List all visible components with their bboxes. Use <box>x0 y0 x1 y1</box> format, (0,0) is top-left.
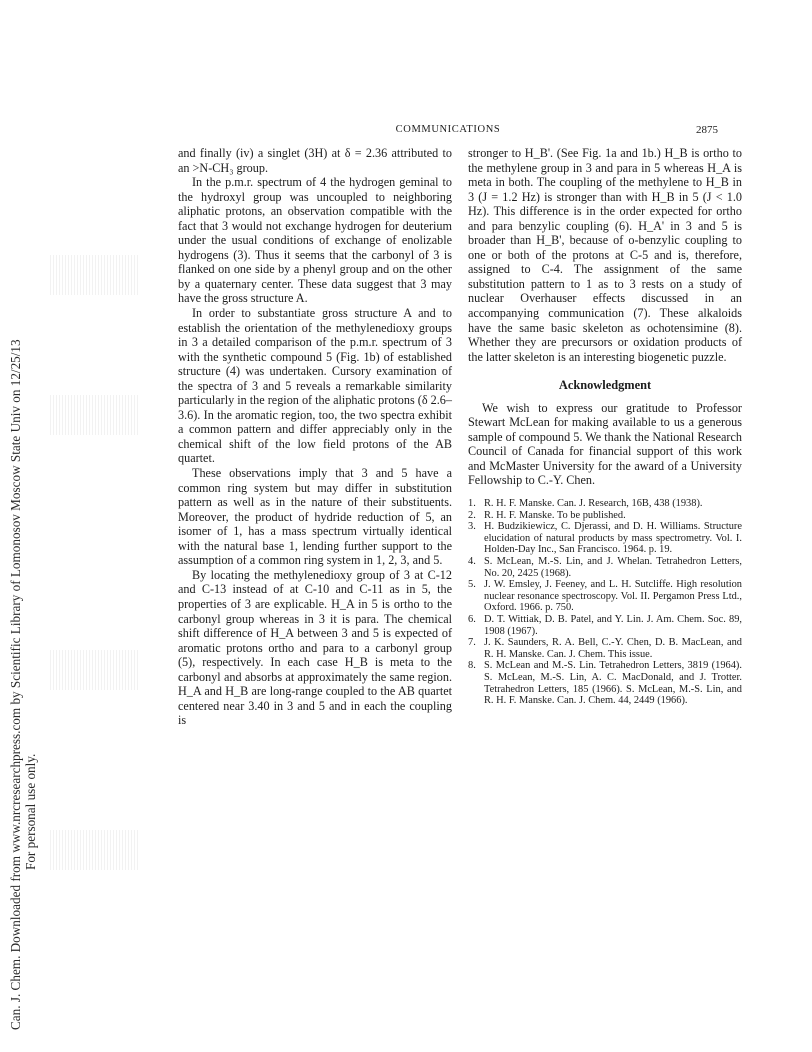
reference-text: D. T. Wittiak, D. B. Patel, and Y. Lin. J. Am. Chem. Soc. 89, 1908 (1967). <box>484 613 742 637</box>
paragraph: stronger to H_B'. (See Fig. 1a and 1b.) H_B is ortho to the methylene group in 3 and para in 5 whereas H_A is meta in both. The coupling of the methylene to H_B in 3 (J = 1.2 Hz) is stronger than with H_B in 5 (J < 1.0 Hz). This difference is in the order expected for ortho and para benzylic coupling (6). H_A' in 3 and 5 is broader than H_B', because of o-benzylic coupling to one or both of the protons at C-5 and is, therefore, assigned to C-4. The assignment of the same substitution pattern to 1 as to 3 rests on a study of nuclear Overhauser effects discussed in an accompanying communication (7). These alkaloids have the same basic skeleton as ochotensimine (8). Whether they are precursors or oxidation products of the latter skeleton is an interesting biogenetic puzzle. <box>468 146 742 364</box>
scan-noise <box>50 395 140 435</box>
reference-item <box>468 498 742 510</box>
reference-item <box>468 660 742 706</box>
reference-item <box>468 579 742 614</box>
watermark-usage: For personal use only. <box>23 753 38 870</box>
paragraph: In the p.m.r. spectrum of 4 the hydrogen geminal to the hydroxyl group was uncoupled to neighboring aliphatic protons, an observation compatible with the fact that 3 would not exchange hydrogen for deuterium under the usual conditions of exchange of enolizable hydrogens (3). Thus it seems that the carbonyl of 3 is flanked on one side by a phenyl group and on the other by a quaternary center. These data suggest that 3 may have the gross structure A. <box>178 175 452 306</box>
acknowledgment-heading: Acknowledgment <box>558 378 652 393</box>
reference-item <box>468 510 742 522</box>
section-title: COMMUNICATIONS <box>395 124 501 135</box>
reference-number: 6. <box>468 613 476 625</box>
scan-noise <box>50 255 140 295</box>
reference-text: J. K. Saunders, R. A. Bell, C.-Y. Chen, D. B. MacLean, and R. H. Manske. Can. J. Chem. This issue. <box>484 637 742 660</box>
reference-item <box>468 556 742 579</box>
reference-number: 1. <box>468 498 476 510</box>
reference-text: S. McLean, M.-S. Lin, and J. Whelan. Tetrahedron Letters, No. 20, 2425 (1968). <box>484 556 742 579</box>
reference-number: 4. <box>468 556 476 567</box>
reference-number: 2. <box>468 509 476 521</box>
reference-text: S. McLean and M.-S. Lin. Tetrahedron Letters, 3819 (1964). S. McLean, M.-S. Lin, A. C. MacDonald, and J. Trotter. Tetrahedron Letters, 185 (1966). S. McLean, M.-S. Lin, and R. H. F. Manske. Can. J. Chem. 44, 2449 (1966). <box>484 660 742 707</box>
reference-item <box>468 521 742 556</box>
watermark-source: Can. J. Chem. Downloaded from www.nrcresearchpress.com by Scientific Library of Lomonosov Moscow State Univ on 12/25/13 <box>8 339 23 1030</box>
page-number: 2875 <box>696 124 718 136</box>
running-header <box>178 124 718 140</box>
reference-text: H. Budzikiewicz, C. Djerassi, and D. H. Williams. Structure elucidation of natural products by mass spectrometry. Vol. I. Holden-Day Inc., San Francisco. 1964. p. 19. <box>484 521 742 556</box>
paragraph: and finally (iv) a singlet (3H) at δ = 2.36 attributed to an >N-CH₃ group. <box>178 146 452 175</box>
paragraph: These observations imply that 3 and 5 have a common ring system but may differ in substitution pattern as well as in the nature of their substituents. Moreover, the product of hydride reduction of 5, an isomer of 1, has a mass spectrum virtually identical with the natural base 1, lending further support to the assumption of a common ring system in 1, 2, 3, and 5. <box>178 466 452 568</box>
paragraph: By locating the methylenedioxy group of 3 at C-12 and C-13 instead of at C-10 and C-11 as in 5, the properties of 3 are explicable. H_A in 5 is ortho to the carbonyl group whereas in 3 it is para. The chemical shift difference of H_A between 3 and 5 is expected of aromatic protons ortho and para to a carbonyl group (5), respectively. In each case H_B is meta to the carbonyl and absorbs at approximately the same region. H_A and H_B are long-range coupled to the AB quartet centered near 3.40 in 3 and 5 and in each the coupling is <box>178 567 452 728</box>
paragraph: In order to substantiate gross structure A and to establish the orientation of the methylenedioxy groups in 3 a detailed comparison of the p.m.r. spectrum of 3 with the synthetic compound 5 (Fig. 1b) of established structure (4) was undertaken. Cursory examination of the spectra of 3 and 5 reveals a remarkable similarity particularly in the region of the aliphatic protons (δ 2.6–3.6). In the aromatic region, too, the two spectra exhibit a common pattern and differ appreciably only in the chemical shift of the low field protons of the AB quartet. <box>178 306 452 466</box>
reference-number: 3. <box>468 521 476 533</box>
reference-text: R. H. F. Manske. Can. J. Research, 16B, 438 (1938). <box>484 498 703 510</box>
reference-text: J. W. Emsley, J. Feeney, and L. H. Sutcliffe. High resolution nuclear resonance spectroscopy. Vol. II. Pergamon Press Ltd., Oxford. 1966. p. 750. <box>484 579 742 614</box>
reference-text: R. H. F. Manske. To be published. <box>484 509 626 521</box>
reference-number: 5. <box>468 579 476 591</box>
reference-item <box>468 614 742 637</box>
download-watermark <box>0 0 46 1052</box>
right-column <box>468 146 742 707</box>
reference-item <box>468 637 742 660</box>
reference-number: 7. <box>468 637 476 649</box>
acknowledgment-text: We wish to express our gratitude to Professor Stewart McLean for making available to us a generous sample of compound 5. We thank the National Research Council of Canada for financial support of this work and McMaster University for the award of a University Fellowship to C.-Y. Chen. <box>468 400 742 488</box>
reference-list <box>468 498 742 707</box>
left-column <box>178 146 452 728</box>
reference-number: 8. <box>468 660 476 672</box>
scan-noise <box>50 650 140 690</box>
scan-noise <box>50 830 140 870</box>
